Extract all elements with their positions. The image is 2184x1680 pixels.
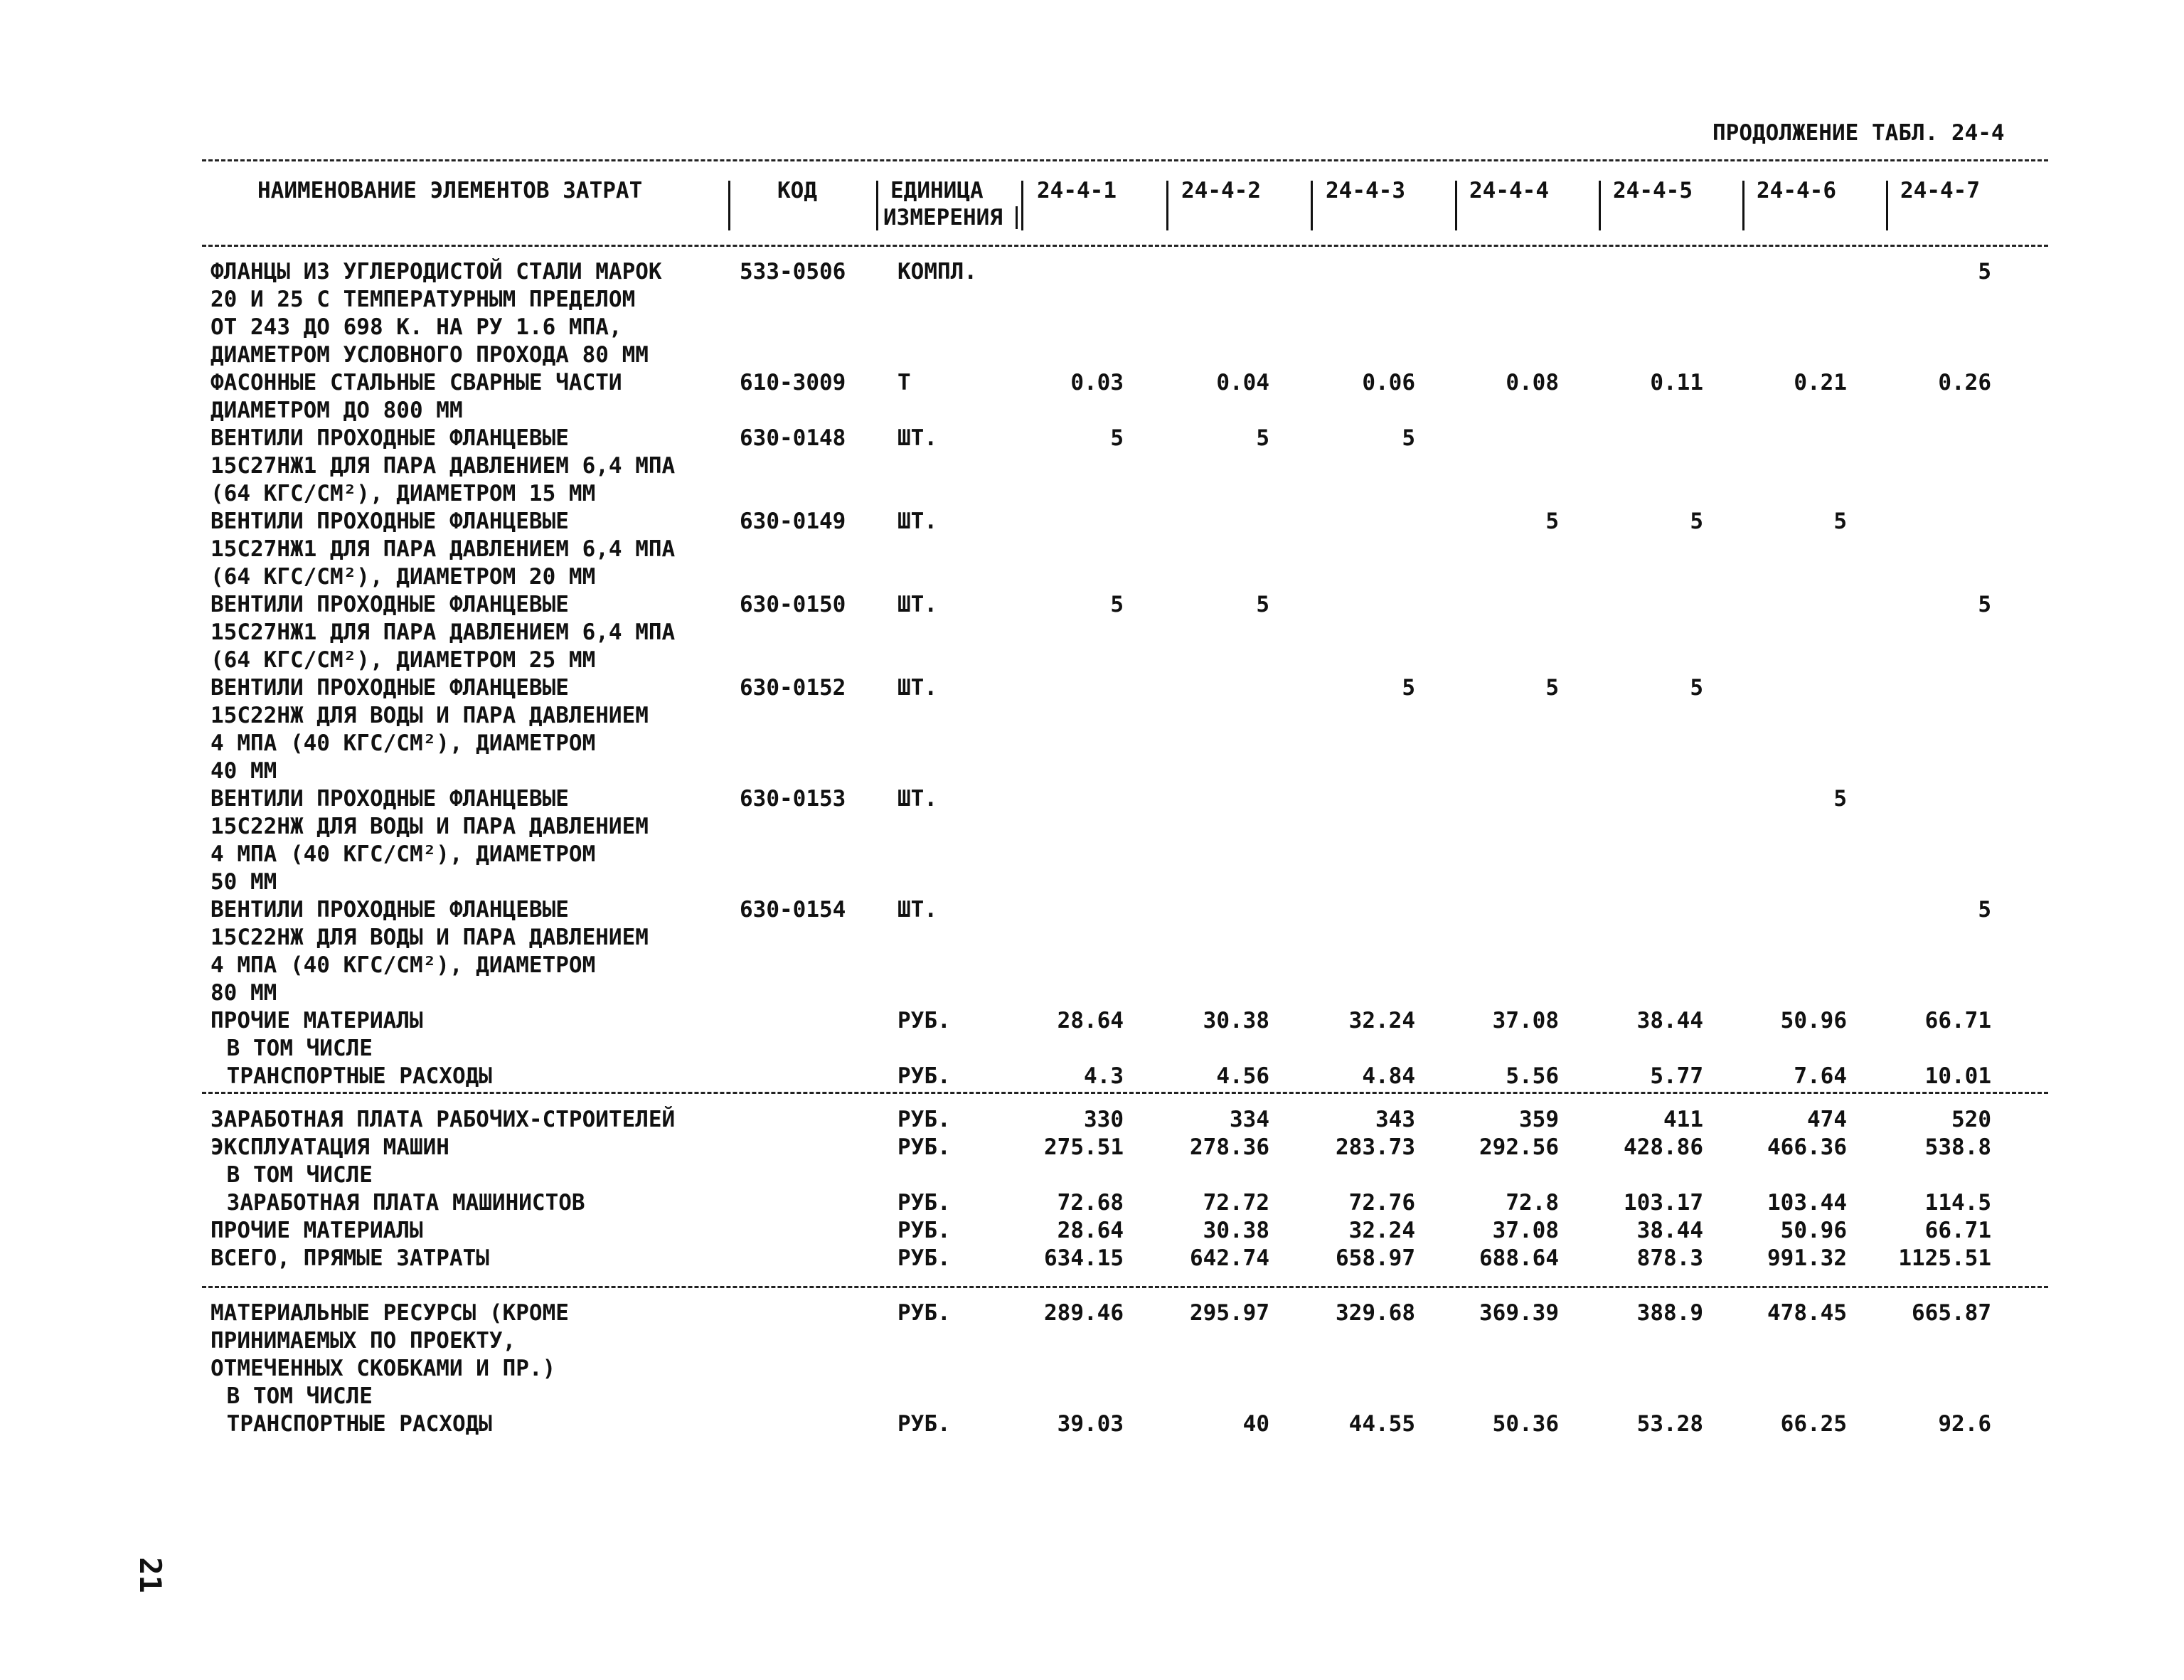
value-24-4-6: 474 [1807, 1107, 1847, 1132]
row-name: ВЕНТИЛИ ПРОХОДНЫЕ ФЛАНЦЕВЫЕ 15С27НЖ1 ДЛЯ ПАРА ДАВЛЕНИЕМ 6,4 МПА (64 КГС/СМ²), ДИАМЕТРОМ 15 ММ [211, 425, 676, 506]
value-24-4-7: 520 [1951, 1107, 1991, 1132]
row-name: ВЕНТИЛИ ПРОХОДНЫЕ ФЛАНЦЕВЫЕ 15С27НЖ1 ДЛЯ ПАРА ДАВЛЕНИЕМ 6,4 МПА (64 КГС/СМ²), ДИАМЕТРОМ 20 ММ [211, 509, 676, 590]
row-unit: ШТ. [897, 675, 937, 701]
value-24-4-4: 5 [1545, 509, 1559, 534]
header-column-separator [1455, 181, 1457, 230]
row-unit: ШТ. [897, 592, 937, 617]
value-24-4-7: 538.8 [1924, 1134, 1991, 1160]
header-top-rule [202, 159, 2048, 161]
row-name: В ТОМ ЧИСЛЕ [213, 1162, 373, 1188]
value-24-4-3: 4.84 [1362, 1063, 1415, 1089]
row-name: ПРОЧИЕ МАТЕРИАЛЫ [211, 1008, 423, 1033]
value-24-4-5: 411 [1663, 1107, 1703, 1132]
row-name: В ТОМ ЧИСЛЕ [213, 1383, 373, 1409]
value-24-4-1: 28.64 [1057, 1008, 1124, 1033]
header-column-separator [1016, 206, 1018, 229]
row-name: ВЕНТИЛИ ПРОХОДНЫЕ ФЛАНЦЕВЫЕ 15С22НЖ ДЛЯ ВОДЫ И ПАРА ДАВЛЕНИЕМ 4 МПА (40 КГС/СМ²), ДИАМЕТРОМ 50 ММ [211, 786, 649, 895]
value-24-4-6: 5 [1833, 786, 1847, 812]
column-header-24-4-1: 24-4-1 [1037, 178, 1117, 203]
value-24-4-7: 66.71 [1924, 1008, 1991, 1033]
row-name: ЗАРАБОТНАЯ ПЛАТА РАБОЧИХ-СТРОИТЕЛЕЙ [211, 1107, 676, 1132]
value-24-4-6: 991.32 [1767, 1245, 1847, 1271]
page-number: 21 [132, 1557, 168, 1593]
value-24-4-5: 53.28 [1636, 1411, 1703, 1437]
row-unit: РУБ. [897, 1107, 951, 1132]
value-24-4-1: 275.51 [1044, 1134, 1124, 1160]
value-24-4-7: 1125.51 [1898, 1245, 1991, 1271]
value-24-4-3: 329.68 [1336, 1300, 1415, 1326]
row-unit: РУБ. [897, 1063, 951, 1089]
column-header-unit-line1: ЕДИНИЦА [890, 178, 984, 203]
header-bottom-rule [202, 245, 2048, 247]
value-24-4-1: 28.64 [1057, 1218, 1124, 1243]
row-name: ПРОЧИЕ МАТЕРИАЛЫ [211, 1218, 423, 1243]
column-header-24-4-6: 24-4-6 [1757, 178, 1836, 203]
value-24-4-7: 114.5 [1924, 1190, 1991, 1216]
header-column-separator [1021, 181, 1023, 230]
row-code: 630-0148 [740, 425, 846, 451]
value-24-4-1: 39.03 [1057, 1411, 1124, 1437]
row-name: ВСЕГО, ПРЯМЫЕ ЗАТРАТЫ [211, 1245, 489, 1271]
column-header-24-4-5: 24-4-5 [1613, 178, 1693, 203]
column-header-24-4-4: 24-4-4 [1469, 178, 1549, 203]
materials-bottom-rule [202, 1092, 2048, 1094]
row-code: 610-3009 [740, 370, 846, 395]
value-24-4-7: 665.87 [1912, 1300, 1991, 1326]
column-header-name: НАИМЕНОВАНИЕ ЭЛЕМЕНТОВ ЗАТРАТ [257, 178, 643, 203]
value-24-4-2: 72.72 [1203, 1190, 1269, 1216]
row-unit: РУБ. [897, 1218, 951, 1243]
value-24-4-3: 32.24 [1348, 1218, 1415, 1243]
value-24-4-6: 103.44 [1767, 1190, 1847, 1216]
value-24-4-1: 289.46 [1044, 1300, 1124, 1326]
value-24-4-2: 0.04 [1216, 370, 1269, 395]
header-column-separator [1742, 181, 1744, 230]
row-unit: РУБ. [897, 1245, 951, 1271]
value-24-4-6: 466.36 [1767, 1134, 1847, 1160]
row-unit: ШТ. [897, 509, 937, 534]
value-24-4-4: 5 [1545, 675, 1559, 701]
row-name: ТРАНСПОРТНЫЕ РАСХОДЫ [213, 1411, 492, 1437]
row-code: 630-0153 [740, 786, 846, 812]
value-24-4-3: 5 [1402, 675, 1415, 701]
row-unit: Т [897, 370, 911, 395]
value-24-4-4: 292.56 [1479, 1134, 1559, 1160]
value-24-4-2: 295.97 [1190, 1300, 1269, 1326]
value-24-4-7: 5 [1978, 592, 1991, 617]
value-24-4-6: 50.96 [1780, 1218, 1847, 1243]
value-24-4-5: 878.3 [1636, 1245, 1703, 1271]
value-24-4-4: 37.08 [1492, 1218, 1559, 1243]
header-column-separator [1886, 181, 1888, 230]
value-24-4-7: 5 [1978, 897, 1991, 923]
value-24-4-2: 4.56 [1216, 1063, 1269, 1089]
value-24-4-2: 278.36 [1190, 1134, 1269, 1160]
value-24-4-7: 0.26 [1938, 370, 1991, 395]
row-code: 630-0149 [740, 509, 846, 534]
value-24-4-5: 5.77 [1650, 1063, 1703, 1089]
row-unit: РУБ. [897, 1008, 951, 1033]
value-24-4-5: 103.17 [1624, 1190, 1703, 1216]
value-24-4-3: 72.76 [1348, 1190, 1415, 1216]
header-column-separator [1311, 181, 1313, 230]
value-24-4-5: 388.9 [1636, 1300, 1703, 1326]
value-24-4-7: 5 [1978, 259, 1991, 285]
value-24-4-4: 37.08 [1492, 1008, 1559, 1033]
header-column-separator [876, 181, 878, 230]
value-24-4-4: 0.08 [1506, 370, 1559, 395]
value-24-4-5: 5 [1690, 675, 1703, 701]
value-24-4-1: 330 [1084, 1107, 1124, 1132]
value-24-4-4: 5.56 [1506, 1063, 1559, 1089]
row-code: 630-0152 [740, 675, 846, 701]
row-name: ТРАНСПОРТНЫЕ РАСХОДЫ [213, 1063, 492, 1089]
value-24-4-6: 0.21 [1794, 370, 1847, 395]
value-24-4-1: 0.03 [1070, 370, 1124, 395]
row-unit: ШТ. [897, 897, 937, 923]
value-24-4-4: 369.39 [1479, 1300, 1559, 1326]
row-unit: ШТ. [897, 786, 937, 812]
value-24-4-5: 38.44 [1636, 1218, 1703, 1243]
row-unit: РУБ. [897, 1190, 951, 1216]
value-24-4-7: 92.6 [1938, 1411, 1991, 1437]
value-24-4-5: 38.44 [1636, 1008, 1703, 1033]
value-24-4-6: 66.25 [1780, 1411, 1847, 1437]
row-code: 533-0506 [740, 259, 846, 285]
row-name: ФЛАНЦЫ ИЗ УГЛЕРОДИСТОЙ СТАЛИ МАРОК 20 И 25 С ТЕМПЕРАТУРНЫМ ПРЕДЕЛОМ ОТ 243 ДО 698 К. НА РУ 1.6 МПА, ДИАМЕТРОМ УСЛОВНОГО ПРОХОДА 80 ММ [211, 259, 662, 368]
value-24-4-1: 72.68 [1057, 1190, 1124, 1216]
continuation-label: ПРОДОЛЖЕНИЕ ТАБЛ. 24-4 [1712, 120, 2005, 146]
row-code: 630-0150 [740, 592, 846, 617]
value-24-4-6: 50.96 [1780, 1008, 1847, 1033]
value-24-4-3: 44.55 [1348, 1411, 1415, 1437]
value-24-4-3: 0.06 [1362, 370, 1415, 395]
value-24-4-1: 634.15 [1044, 1245, 1124, 1271]
value-24-4-7: 10.01 [1924, 1063, 1991, 1089]
value-24-4-2: 5 [1256, 592, 1269, 617]
value-24-4-2: 642.74 [1190, 1245, 1269, 1271]
value-24-4-5: 5 [1690, 509, 1703, 534]
value-24-4-3: 283.73 [1336, 1134, 1415, 1160]
value-24-4-3: 343 [1375, 1107, 1415, 1132]
row-name: ВЕНТИЛИ ПРОХОДНЫЕ ФЛАНЦЕВЫЕ 15С22НЖ ДЛЯ ВОДЫ И ПАРА ДАВЛЕНИЕМ 4 МПА (40 КГС/СМ²), ДИАМЕТРОМ 80 ММ [211, 897, 649, 1006]
value-24-4-4: 72.8 [1506, 1190, 1559, 1216]
value-24-4-3: 658.97 [1336, 1245, 1415, 1271]
row-name: ВЕНТИЛИ ПРОХОДНЫЕ ФЛАНЦЕВЫЕ 15С27НЖ1 ДЛЯ ПАРА ДАВЛЕНИЕМ 6,4 МПА (64 КГС/СМ²), ДИАМЕТРОМ 25 ММ [211, 592, 676, 673]
value-24-4-3: 5 [1402, 425, 1415, 451]
row-name: ФАСОННЫЕ СТАЛЬНЫЕ СВАРНЫЕ ЧАСТИ ДИАМЕТРОМ ДО 800 ММ [211, 370, 622, 423]
value-24-4-1: 5 [1110, 592, 1124, 617]
value-24-4-7: 66.71 [1924, 1218, 1991, 1243]
value-24-4-2: 334 [1230, 1107, 1269, 1132]
header-column-separator [728, 181, 730, 230]
row-code: 630-0154 [740, 897, 846, 923]
column-header-24-4-3: 24-4-3 [1326, 178, 1405, 203]
column-header-unit-line2: ИЗМЕРЕНИЯ [883, 205, 1003, 230]
value-24-4-1: 4.3 [1084, 1063, 1124, 1089]
header-column-separator [1166, 181, 1168, 230]
row-name: ЗАРАБОТНАЯ ПЛАТА МАШИНИСТОВ [213, 1190, 585, 1216]
row-name: МАТЕРИАЛЬНЫЕ РЕСУРСЫ (КРОМЕ ПРИНИМАЕМЫХ ПО ПРОЕКТУ, ОТМЕЧЕННЫХ СКОБКАМИ И ПР.) [211, 1300, 569, 1381]
value-24-4-4: 688.64 [1479, 1245, 1559, 1271]
value-24-4-2: 5 [1256, 425, 1269, 451]
column-header-code: КОД [777, 178, 817, 203]
value-24-4-2: 30.38 [1203, 1218, 1269, 1243]
column-header-24-4-2: 24-4-2 [1181, 178, 1261, 203]
row-unit: КОМПЛ. [897, 259, 977, 285]
costs-bottom-rule [202, 1286, 2048, 1288]
row-unit: РУБ. [897, 1411, 951, 1437]
row-name: ВЕНТИЛИ ПРОХОДНЫЕ ФЛАНЦЕВЫЕ 15С22НЖ ДЛЯ ВОДЫ И ПАРА ДАВЛЕНИЕМ 4 МПА (40 КГС/СМ²), ДИАМЕТРОМ 40 ММ [211, 675, 649, 784]
value-24-4-6: 7.64 [1794, 1063, 1847, 1089]
value-24-4-3: 32.24 [1348, 1008, 1415, 1033]
value-24-4-4: 359 [1519, 1107, 1559, 1132]
value-24-4-2: 40 [1242, 1411, 1269, 1437]
row-unit: ШТ. [897, 425, 937, 451]
row-unit: РУБ. [897, 1300, 951, 1326]
value-24-4-2: 30.38 [1203, 1008, 1269, 1033]
value-24-4-6: 5 [1833, 509, 1847, 534]
value-24-4-5: 428.86 [1624, 1134, 1703, 1160]
row-unit: РУБ. [897, 1134, 951, 1160]
value-24-4-5: 0.11 [1650, 370, 1703, 395]
row-name: ЭКСПЛУАТАЦИЯ МАШИН [211, 1134, 449, 1160]
value-24-4-6: 478.45 [1767, 1300, 1847, 1326]
value-24-4-4: 50.36 [1492, 1411, 1559, 1437]
header-column-separator [1599, 181, 1601, 230]
column-header-24-4-7: 24-4-7 [1900, 178, 1980, 203]
row-name: В ТОМ ЧИСЛЕ [213, 1036, 373, 1061]
value-24-4-1: 5 [1110, 425, 1124, 451]
